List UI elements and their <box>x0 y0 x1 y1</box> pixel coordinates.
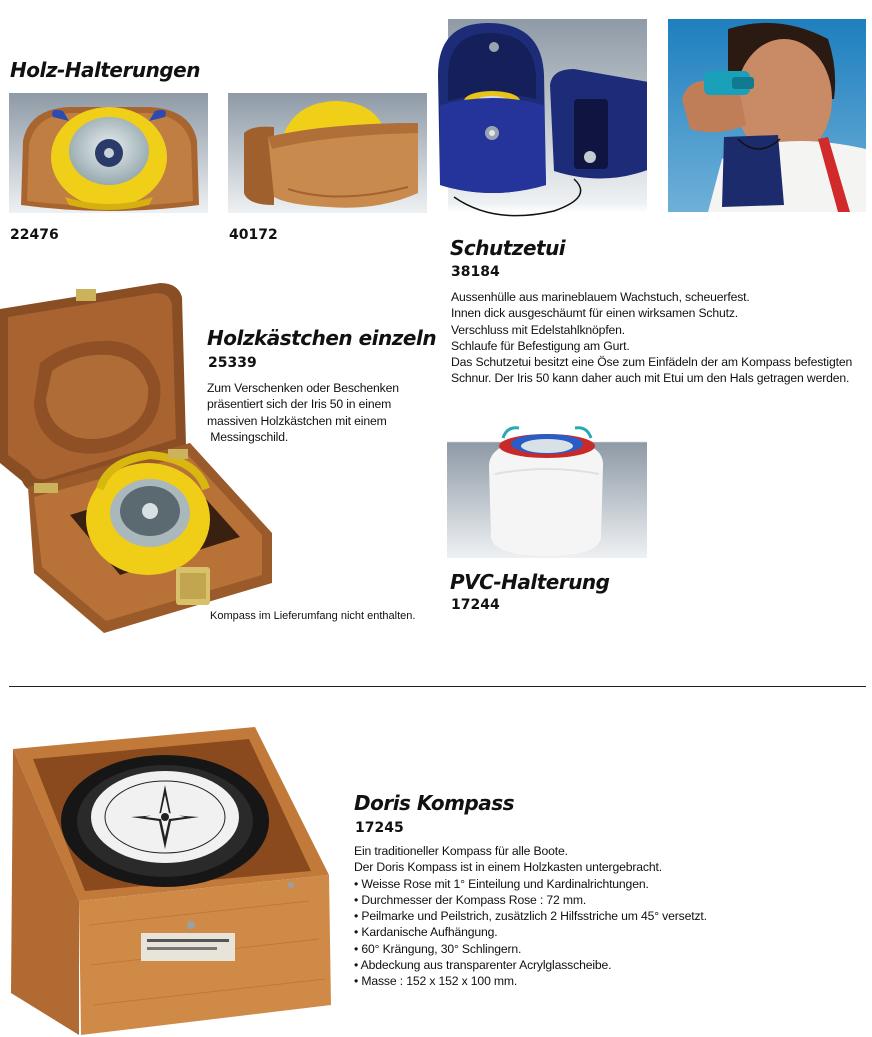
description-line: Aussenhülle aus marineblauem Wachstuch, scheuerfest. <box>451 290 750 304</box>
description-line: Ein traditioneller Kompass für alle Boote. <box>354 844 568 858</box>
product-code: 17245 <box>355 820 404 836</box>
doris-compass-photo <box>9 725 332 1037</box>
description-line: Innen dick ausgeschäumt für einen wirksamen Schutz. <box>451 306 739 321</box>
description-line: • Kardanische Aufhängung. <box>354 925 498 940</box>
holzkaestchen-caption: Kompass im Lieferumfang nicht enthalten. <box>210 610 416 622</box>
description-line: Verschluss mit Edelstahlknöpfen. <box>451 322 626 337</box>
compass-wood-base-photo <box>228 93 427 213</box>
product-code: 17244 <box>451 597 500 613</box>
description-line: Schnur. Der Iris 50 kann daher auch mit Etui um den Hals getragen werden. <box>451 371 850 386</box>
schutzetui-description <box>451 289 852 387</box>
compass-wood-bracket-photo <box>9 93 208 213</box>
description-line: • Abdeckung aus transparenter Acrylglasscheibe. <box>354 958 612 973</box>
product-code: 40172 <box>229 227 278 243</box>
description-line: präsentiert sich der Iris 50 in einem <box>207 397 392 412</box>
holz-halterungen-title: Holz-Halterungen <box>10 58 200 82</box>
product-code: 38184 <box>451 264 500 280</box>
man-with-compass-photo <box>668 19 866 212</box>
doris-description <box>354 843 707 990</box>
holzkaestchen-description <box>207 380 399 445</box>
doris-title: Doris Kompass <box>354 791 515 815</box>
description-line: • Weisse Rose mit 1° Einteilung und Kardinalrichtungen. <box>354 876 649 891</box>
schutzetui-title: Schutzetui <box>450 236 566 260</box>
description-line: • Peilmarke und Peilstrich, zusätzlich 2 Hilfsstriche um 45° versetzt. <box>354 909 707 924</box>
section-divider <box>9 686 866 687</box>
description-line: Das Schutzetui besitzt eine Öse zum Einfädeln der am Kompass befestigten <box>451 355 853 370</box>
protective-case-photo <box>434 19 647 221</box>
description-line: massiven Holzkästchen mit einem <box>207 413 387 428</box>
holzkaestchen-title: Holzkästchen einzeln <box>207 326 437 350</box>
description-line: Zum Verschenken oder Beschenken <box>207 381 399 395</box>
description-line: Der Doris Kompass ist in einem Holzkasten untergebracht. <box>354 860 662 875</box>
description-line: Schlaufe für Befestigung am Gurt. <box>451 338 630 353</box>
description-line: • 60° Krängung, 30° Schlingern. <box>354 941 522 956</box>
product-code: 22476 <box>10 227 59 243</box>
product-code: 25339 <box>208 355 257 371</box>
description-line: • Durchmesser der Kompass Rose : 72 mm. <box>354 892 587 907</box>
description-line: • Masse : 152 x 152 x 100 mm. <box>354 974 518 989</box>
description-line: Messingschild. <box>207 429 289 444</box>
pvc-halterung-title: PVC-Halterung <box>450 570 610 594</box>
pvc-holder-photo <box>447 424 647 558</box>
